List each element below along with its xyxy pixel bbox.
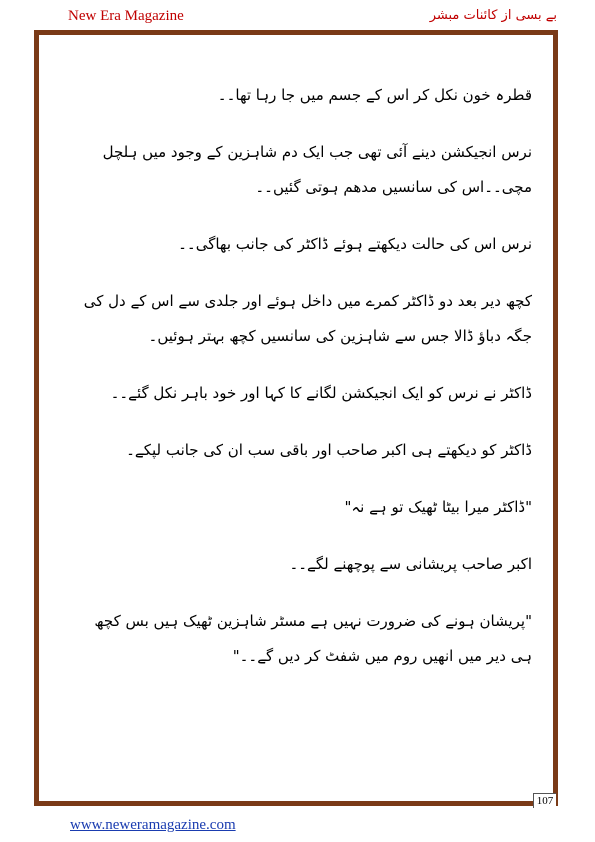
paragraph: قطرہ خون نکل کر اس کے جسم میں جا رہا تھا۔۔	[217, 86, 532, 104]
paragraph: نرس انجیکشن دینے آئی تھی جب ایک دم شاہزین کے وجود میں ہلچل مچی۔۔اس کی سانسیں مدھم ہوتی گئیں۔۔	[102, 143, 532, 196]
page-number: 107	[533, 793, 556, 808]
novel-text	[70, 78, 532, 696]
paragraph: ڈاکٹر نے نرس کو ایک انجیکشن لگانے کا کہا اور خود باہر نکل گئے۔۔	[110, 384, 532, 402]
paragraph: "ڈاکٹر میرا بیٹا ٹھیک تو ہے نہ"	[344, 498, 532, 516]
novel-title: بے بسی از کائنات مبشر	[429, 8, 557, 23]
website-link[interactable]: www.neweramagazine.com	[70, 817, 236, 833]
paragraph: "پریشان ہونے کی ضرورت نہیں ہے مسٹر شاہزین ٹھیک ہیں بس کچھ ہی دیر میں انھیں روم میں شفٹ کر دیں گے۔۔"	[94, 612, 532, 665]
paragraph: نرس اس کی حالت دیکھتے ہوئے ڈاکٹر کی جانب بھاگی۔۔	[178, 235, 532, 253]
paragraph: ڈاکٹر کو دیکھتے ہی اکبر صاحب اور باقی سب ان کی جانب لپکے۔	[126, 441, 532, 459]
paragraph: اکبر صاحب پریشانی سے پوچھنے لگے۔۔	[289, 555, 532, 573]
magazine-name: New Era Magazine	[68, 8, 184, 24]
paragraph: کچھ دیر بعد دو ڈاکٹر کمرے میں داخل ہوئے اور جلدی سے اس کے دل کی جگہ دباؤ ڈالا جس سے شاہزین کی سانسیں کچھ بہتر ہوئیں۔	[83, 292, 532, 345]
